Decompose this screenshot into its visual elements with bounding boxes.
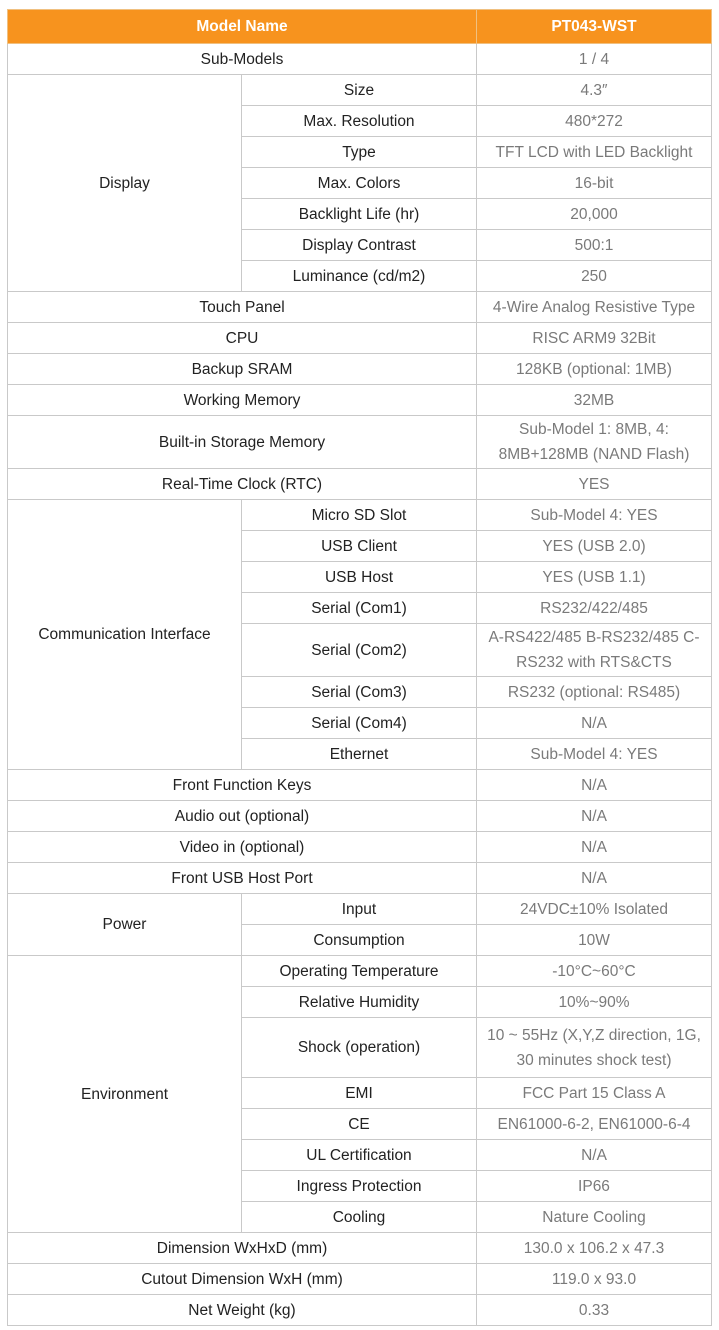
row-label: Size	[242, 75, 477, 106]
table-row	[8, 1295, 712, 1326]
table-row	[8, 469, 712, 500]
row-label: Video in (optional)	[8, 832, 477, 863]
row-value: 32MB	[477, 385, 712, 416]
row-value: N/A	[477, 801, 712, 832]
row-label: CE	[242, 1109, 477, 1140]
row-label: Net Weight (kg)	[8, 1295, 477, 1326]
table-row	[8, 292, 712, 323]
spec-table	[7, 9, 712, 1326]
row-value: 10%~90%	[477, 987, 712, 1018]
table-row	[8, 44, 712, 75]
row-value: 128KB (optional: 1MB)	[477, 354, 712, 385]
row-label: Dimension WxHxD (mm)	[8, 1233, 477, 1264]
row-value: EN61000-6-2, EN61000-6-4	[477, 1109, 712, 1140]
row-value: TFT LCD with LED Backlight	[477, 137, 712, 168]
row-value: 10 ~ 55Hz (X,Y,Z direction, 1G, 30 minutes shock test)	[477, 1018, 712, 1078]
row-value: 250	[477, 261, 712, 292]
row-value: IP66	[477, 1171, 712, 1202]
row-value: N/A	[477, 863, 712, 894]
row-label: Real-Time Clock (RTC)	[8, 469, 477, 500]
row-label: EMI	[242, 1078, 477, 1109]
table-row	[8, 416, 712, 469]
table-row	[8, 354, 712, 385]
row-label: Serial (Com3)	[242, 677, 477, 708]
table-header-row	[8, 10, 712, 44]
row-label: Operating Temperature	[242, 956, 477, 987]
row-value: 119.0 x 93.0	[477, 1264, 712, 1295]
table-row	[8, 1233, 712, 1264]
row-label: Luminance (cd/m2)	[242, 261, 477, 292]
table-row	[8, 1264, 712, 1295]
row-value: RISC ARM9 32Bit	[477, 323, 712, 354]
table-row	[8, 956, 712, 987]
row-label: Display Contrast	[242, 230, 477, 261]
row-value: Nature Cooling	[477, 1202, 712, 1233]
row-value: 16-bit	[477, 168, 712, 199]
row-value: A-RS422/485 B-RS232/485 C-RS232 with RTS&CTS	[477, 624, 712, 677]
group-label-power: Power	[8, 894, 242, 956]
row-label: Audio out (optional)	[8, 801, 477, 832]
row-value: 10W	[477, 925, 712, 956]
row-label: Backlight Life (hr)	[242, 199, 477, 230]
row-value: 500:1	[477, 230, 712, 261]
row-value: N/A	[477, 1140, 712, 1171]
group-label-environment: Environment	[8, 956, 242, 1233]
row-label: Serial (Com2)	[242, 624, 477, 677]
row-value: 1 / 4	[477, 44, 712, 75]
row-value: YES	[477, 469, 712, 500]
row-label: Ingress Protection	[242, 1171, 477, 1202]
row-label: Working Memory	[8, 385, 477, 416]
row-value: FCC Part 15 Class A	[477, 1078, 712, 1109]
row-value: 24VDC±10% Isolated	[477, 894, 712, 925]
row-label: Front Function Keys	[8, 770, 477, 801]
row-value: N/A	[477, 832, 712, 863]
row-value: 130.0 x 106.2 x 47.3	[477, 1233, 712, 1264]
row-label: UL Certification	[242, 1140, 477, 1171]
row-value: 0.33	[477, 1295, 712, 1326]
table-row	[8, 385, 712, 416]
row-label: Input	[242, 894, 477, 925]
row-value: RS232/422/485	[477, 593, 712, 624]
row-label: Micro SD Slot	[242, 500, 477, 531]
row-label: Front USB Host Port	[8, 863, 477, 894]
group-label-communication: Communication Interface	[8, 500, 242, 770]
row-label: Max. Colors	[242, 168, 477, 199]
row-value: RS232 (optional: RS485)	[477, 677, 712, 708]
row-value: Sub-Model 4: YES	[477, 739, 712, 770]
row-label: Built-in Storage Memory	[8, 416, 477, 469]
row-value: Sub-Model 4: YES	[477, 500, 712, 531]
table-row	[8, 832, 712, 863]
table-row	[8, 75, 712, 106]
row-value: Sub-Model 1: 8MB, 4: 8MB+128MB (NAND Flash)	[477, 416, 712, 469]
table-row	[8, 894, 712, 925]
row-label: Backup SRAM	[8, 354, 477, 385]
row-label: USB Host	[242, 562, 477, 593]
row-label: Touch Panel	[8, 292, 477, 323]
row-label: Type	[242, 137, 477, 168]
table-row	[8, 863, 712, 894]
row-value: YES (USB 2.0)	[477, 531, 712, 562]
row-value: YES (USB 1.1)	[477, 562, 712, 593]
row-label: Cooling	[242, 1202, 477, 1233]
group-label-display: Display	[8, 75, 242, 292]
row-label: Ethernet	[242, 739, 477, 770]
row-label: USB Client	[242, 531, 477, 562]
row-value: 480*272	[477, 106, 712, 137]
row-label: Relative Humidity	[242, 987, 477, 1018]
table-row	[8, 770, 712, 801]
row-value: 4-Wire Analog Resistive Type	[477, 292, 712, 323]
row-label: Cutout Dimension WxH (mm)	[8, 1264, 477, 1295]
header-label: Model Name	[8, 10, 477, 44]
row-value: -10°C~60°C	[477, 956, 712, 987]
spec-table-container	[7, 9, 711, 1326]
row-label: Consumption	[242, 925, 477, 956]
header-model-value: PT043-WST	[477, 10, 712, 44]
row-label: CPU	[8, 323, 477, 354]
row-label: Shock (operation)	[242, 1018, 477, 1078]
table-row	[8, 500, 712, 531]
row-value: N/A	[477, 708, 712, 739]
row-label: Max. Resolution	[242, 106, 477, 137]
row-value: 20,000	[477, 199, 712, 230]
row-label: Serial (Com1)	[242, 593, 477, 624]
row-label: Serial (Com4)	[242, 708, 477, 739]
row-label: Sub-Models	[8, 44, 477, 75]
table-row	[8, 801, 712, 832]
table-row	[8, 323, 712, 354]
row-value: N/A	[477, 770, 712, 801]
row-value: 4.3″	[477, 75, 712, 106]
